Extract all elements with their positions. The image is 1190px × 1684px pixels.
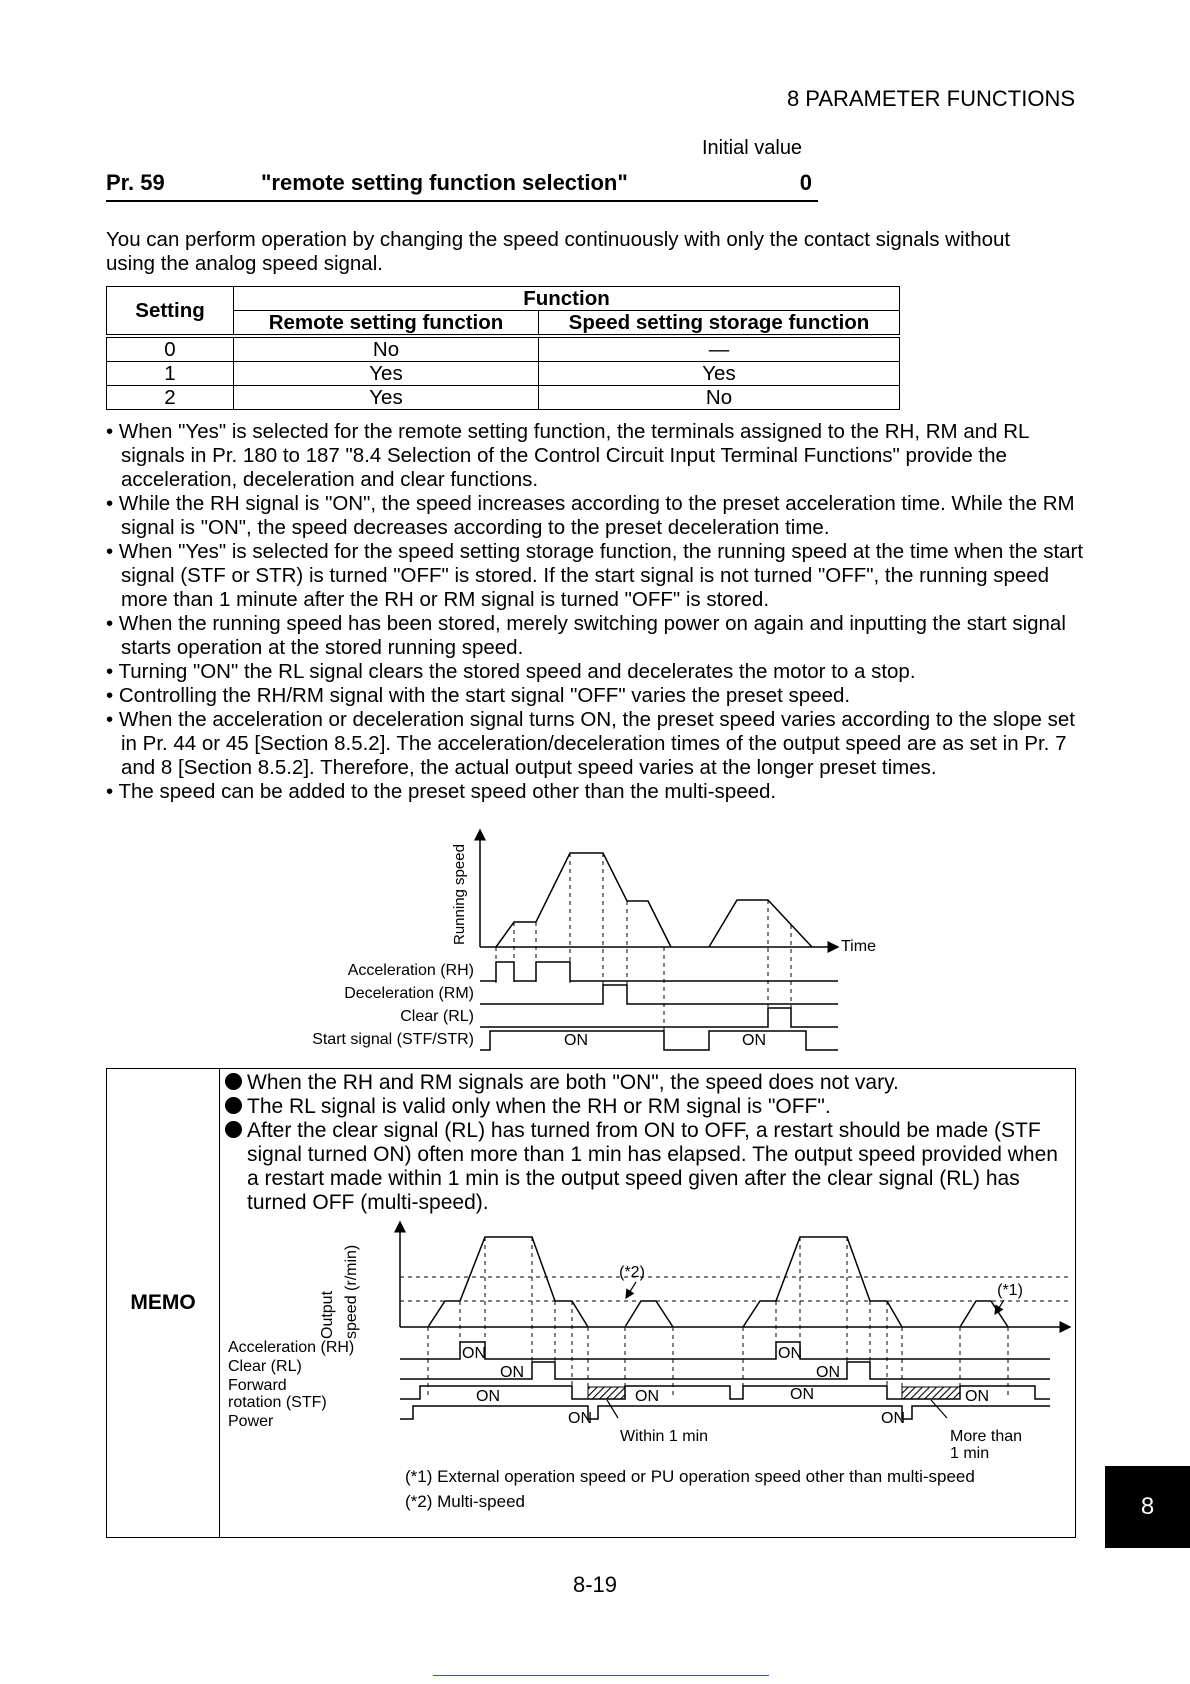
storage-cell: No xyxy=(539,386,900,410)
signal-label-forward: Forward xyxy=(228,1377,287,1394)
storage-function-header: Speed setting storage function xyxy=(539,311,900,337)
signal-label-power: Power xyxy=(228,1413,274,1430)
remote-cell: No xyxy=(234,336,539,362)
rm-signal-trace xyxy=(480,985,838,1004)
bullet-dot-icon xyxy=(225,1121,242,1138)
parameter-name: "remote setting function selection" xyxy=(261,170,628,195)
memo-item: After the clear signal (RL) has turned from ON to OFF, a restart should be made (STF signal turned ON) often more than 1 min has elapsed. The output speed provided when a restart made within 1 min is the output speed given after the clear signal (RL) has turned OFF (multi-speed). xyxy=(225,1119,1065,1215)
storage-cell: Yes xyxy=(539,362,900,386)
rh-signal-trace xyxy=(400,1342,1050,1359)
setting-header: Setting xyxy=(107,287,234,337)
storage-cell: — xyxy=(539,336,900,362)
footnote-1: (*1) External operation speed or PU operation speed other than multi-speed xyxy=(405,1467,975,1486)
memo-box xyxy=(106,1068,1076,1538)
chapter-tab[interactable]: 8 xyxy=(1105,1466,1190,1548)
more-than-label: More than xyxy=(950,1428,1023,1445)
memo-label-cell xyxy=(107,1069,220,1537)
remote-cell: Yes xyxy=(234,362,539,386)
rl-signal-trace xyxy=(480,1008,838,1027)
on-label: ON xyxy=(881,1410,905,1427)
signal-label-rh: Acceleration (RH) xyxy=(228,1339,355,1356)
list-item: • While the RH signal is "ON", the speed increases according to the preset acceleration time. While the RM signal is "ON", the speed decreases according to the preset deceleration time. xyxy=(106,492,1075,539)
on-label: ON xyxy=(965,1388,989,1405)
list-item: • When the running speed has been stored, merely switching power on again and inputting the start signal starts operation at the stored running speed. xyxy=(106,612,1066,659)
setting-cell: 1 xyxy=(107,362,234,386)
hatched-off-period xyxy=(588,1387,625,1399)
signal-label-start: Start signal (STF/STR) xyxy=(312,1031,474,1048)
setting-cell: 0 xyxy=(107,336,234,362)
signal-label-rotation: rotation (STF) xyxy=(228,1394,327,1411)
on-label: ON xyxy=(816,1364,840,1381)
marker-label-2: (*2) xyxy=(619,1264,645,1281)
y-axis-label: Output xyxy=(319,1290,336,1339)
remote-setting-header: Remote setting function xyxy=(234,311,539,337)
remote-cell: Yes xyxy=(234,386,539,410)
list-item: • When "Yes" is selected for the remote setting function, the terminals assigned to the RH, RM and RL signals in Pr. 180 to 187 "8.4 Selection of the Control Circuit Input Terminal Functions" provide the acceleration, deceleration and clear functions. xyxy=(106,420,1029,491)
within-1-min-label: Within 1 min xyxy=(620,1428,709,1445)
footnote-2: (*2) Multi-speed xyxy=(405,1492,525,1511)
divider xyxy=(433,1675,769,1676)
timing-diagram-output-speed xyxy=(220,1219,1073,1535)
bullet-dot-icon xyxy=(225,1097,242,1114)
signal-label-rm: Deceleration (RM) xyxy=(344,985,474,1002)
marker-label-1: (*1) xyxy=(997,1282,1023,1299)
on-label: ON xyxy=(500,1364,524,1381)
intro-paragraph: You can perform operation by changing the speed continuously with only the contact signals without using the analog speed signal. xyxy=(106,228,1011,275)
signal-label-rl: Clear (RL) xyxy=(228,1358,302,1375)
setting-table xyxy=(106,286,900,410)
table-row xyxy=(107,362,900,386)
hatched-off-period xyxy=(902,1387,960,1399)
timing-diagram-running-speed xyxy=(0,825,1190,1057)
rl-signal-trace xyxy=(400,1362,1050,1379)
on-label: ON xyxy=(462,1345,486,1362)
speed-curve-3 xyxy=(743,1237,902,1327)
bullet-dot-icon xyxy=(225,1073,242,1090)
y-axis-label: speed (r/min) xyxy=(343,1244,360,1339)
speed-curve-2 xyxy=(709,900,812,947)
power-signal-trace xyxy=(400,1406,1050,1419)
parameter-heading xyxy=(106,170,818,202)
more-than-label: 1 min xyxy=(950,1445,990,1462)
signal-label-rh: Acceleration (RH) xyxy=(347,962,474,979)
guide-lines xyxy=(496,853,791,1033)
function-header: Function xyxy=(234,287,900,311)
table-row xyxy=(107,336,900,362)
rh-signal-trace xyxy=(480,962,838,981)
memo-item: The RL signal is valid only when the RH or RM signal is "OFF". xyxy=(225,1095,1065,1119)
parameter-initial-value: 0 xyxy=(799,170,812,195)
initial-value-label: Initial value xyxy=(702,137,803,159)
memo-item: When the RH and RM signals are both "ON", the speed does not vary. xyxy=(225,1071,1065,1095)
memo-list xyxy=(225,1071,1065,1215)
signal-label-rl: Clear (RL) xyxy=(400,1008,474,1025)
on-label: ON xyxy=(778,1345,802,1362)
speed-curve-1 xyxy=(428,1237,588,1327)
page-number: 8-19 xyxy=(572,1572,618,1597)
speed-curve-1 xyxy=(496,853,671,947)
memo-title: MEMO xyxy=(130,1291,196,1314)
setting-cell: 2 xyxy=(107,386,234,410)
x-axis-label: Time xyxy=(841,938,876,955)
list-item: • When "Yes" is selected for the speed setting storage function, the running speed at the time when the start signal (STF or STR) is turned "OFF" is stored. If the start signal is not turned "OFF", the running speed more than 1 minute after the RH or RM signal is turned "OFF" is stored. xyxy=(106,540,1084,611)
list-item: • Controlling the RH/RM signal with the start signal "OFF" varies the preset speed. xyxy=(106,684,851,707)
list-item: • When the acceleration or deceleration signal turns ON, the preset speed varies according to the slope set in Pr. 44 or 45 [Section 8.5.2]. The acceleration/deceleration times of the output speed are as set in Pr. 7 and 8 [Section 8.5.2]. Therefore, the actual output speed varies at the longer preset times. xyxy=(106,708,1075,779)
on-label: ON xyxy=(790,1386,814,1403)
y-axis-label: Running speed xyxy=(451,844,468,945)
parameter-number: Pr. 59 xyxy=(106,170,165,195)
start-signal-trace xyxy=(480,1031,838,1050)
list-item: • Turning "ON" the RL signal clears the stored speed and decelerates the motor to a stop. xyxy=(106,660,916,683)
on-label: ON xyxy=(564,1032,588,1049)
list-item: • The speed can be added to the preset speed other than the multi-speed. xyxy=(106,780,777,803)
speed-curve-2 xyxy=(625,1301,673,1327)
on-label: ON xyxy=(635,1388,659,1405)
bullet-list xyxy=(106,420,1086,804)
chapter-header: 8 PARAMETER FUNCTIONS xyxy=(786,86,1075,111)
table-row xyxy=(107,386,900,410)
on-label: ON xyxy=(476,1388,500,1405)
on-label: ON xyxy=(568,1410,592,1427)
on-label: ON xyxy=(742,1032,766,1049)
